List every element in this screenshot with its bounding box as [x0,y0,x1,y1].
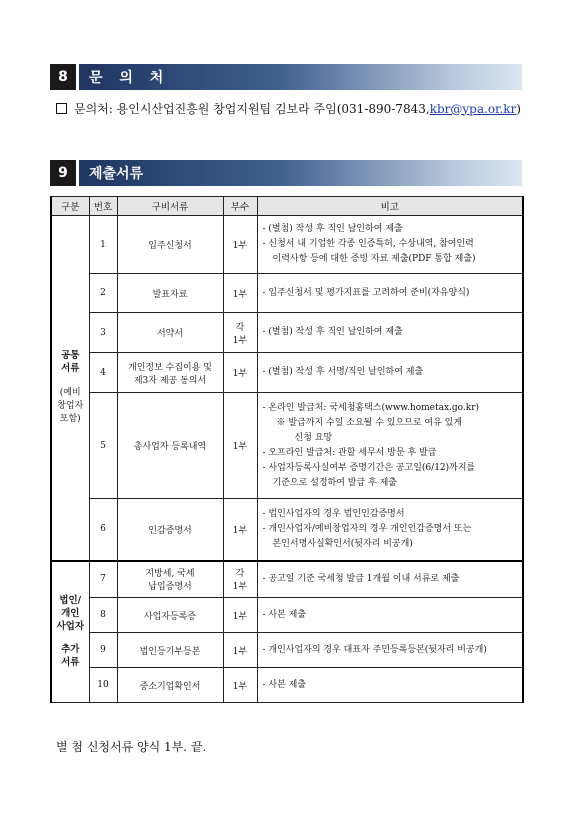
attachment-note: 별 첨 신청서류 양식 1부. 끝. [56,740,207,754]
required-documents-table [50,196,524,703]
row-remarks: - 공고일 기준 국세청 발급 1개월 이내 서류로 제출 [257,561,523,598]
group-label: 서류 [61,363,80,375]
row-document: 법인등기부등본 [117,633,223,668]
table-row [51,561,523,598]
section-9-header [50,160,522,186]
table-row [51,598,523,633]
group-sublabel: 창업자 [57,401,84,412]
row-remarks: - 사본 제출 [257,598,523,633]
row-copies: 각 1부 [223,561,257,598]
section-9-number: 9 [50,160,76,186]
row-number: 4 [89,353,117,393]
row-number: 1 [89,216,117,274]
header-document: 구비서류 [117,197,223,216]
table-row [51,633,523,668]
row-remarks: - 법인사업자의 경우 법인인감증명서 - 개인사업자/예비창업자의 경우 개인인감증명서 또는 본인서명사실확인서(뒷자리 비공개) [257,499,523,561]
group-sublabel: (예비 [59,388,81,399]
contact-prefix: 문의처: 용인시산업진흥원 창업지원팀 김보라 주임(031-890-7843, [74,102,430,116]
section-9-title: 제출서류 [79,160,522,186]
row-copies: 각 1부 [223,313,257,353]
row-number: 3 [89,313,117,353]
row-document: 입주신청서 [117,216,223,274]
row-number: 2 [89,274,117,313]
checkbox-square-icon [56,103,67,114]
row-number: 7 [89,561,117,598]
table-row [51,313,523,353]
row-remarks: - (별첨) 작성 후 서명/직인 날인하여 제출 [257,353,523,393]
group-business-additional-documents [51,561,89,703]
group-label: 추가 [61,644,80,656]
row-number: 9 [89,633,117,668]
section-8-title: 문 의 처 [79,64,522,90]
row-copies: 1부 [223,598,257,633]
table-row [51,499,523,561]
group-sublabel: 포함) [59,414,81,425]
table-row [51,668,523,703]
row-copies: 1부 [223,274,257,313]
row-document: 총사업자 등록내역 [117,393,223,499]
table-header-row [51,197,523,216]
header-remarks: 비고 [257,197,523,216]
row-copies: 1부 [223,216,257,274]
section-8-number: 8 [50,64,76,90]
header-number: 번호 [89,197,117,216]
row-remarks: - 입주신청서 및 평가지표를 고려하여 준비(자유양식) [257,274,523,313]
row-remarks: - (별첨) 작성 후 직인 날인하여 제출 [257,313,523,353]
contact-email-link[interactable]: kbr@ypa.or.kr [429,101,517,116]
row-copies: 1부 [223,393,257,499]
row-number: 10 [89,668,117,703]
table-row [51,216,523,274]
group-label: 법인/ [59,595,82,607]
section-8-header [50,64,522,90]
row-copies: 1부 [223,499,257,561]
group-label: 개인 [61,608,80,620]
row-remarks: - 개인사업자의 경우 대표자 주민등록등본(뒷자리 비공개) [257,633,523,668]
row-document: 개인정보 수집이용 및 제3자 제공 동의서 [117,353,223,393]
group-label: 사업자 [56,621,85,633]
contact-suffix: ) [516,101,521,116]
row-remarks: - 온라인 발급처: 국세청홈택스(www.hometax.go.kr) ※ 발급까지 수일 소요될 수 있으므로 여유 있게 신청 요망 - 오프라인 발급처: 관할 세무서 방문 후 발급 - 사업자등록사실여부 증명기간은 공고일(6/12)까지를 기준으로 설정하여 발급 후 제출 [257,393,523,499]
row-document: 서약서 [117,313,223,353]
table-row [51,274,523,313]
contact-info [56,100,521,117]
row-number: 5 [89,393,117,499]
row-document: 사업자등록증 [117,598,223,633]
row-document: 인감증명서 [117,499,223,561]
group-label: 공통 [61,350,80,362]
row-document: 중소기업확인서 [117,668,223,703]
row-copies: 1부 [223,353,257,393]
row-number: 6 [89,499,117,561]
row-number: 8 [89,598,117,633]
table-row [51,393,523,499]
row-copies: 1부 [223,633,257,668]
table-row [51,353,523,393]
row-document: 발표자료 [117,274,223,313]
row-document: 지방세, 국세 납입증명서 [117,561,223,598]
group-common-documents [51,216,89,561]
header-copies: 부수 [223,197,257,216]
row-remarks: - (별첨) 작성 후 직인 날인하여 제출 - 신청서 내 기업한 각종 인증특허, 수상내역, 참여인력 이력사항 등에 대한 증빙 자료 제출(PDF 통합 제출) [257,216,523,274]
group-label: 서류 [61,657,80,669]
row-copies: 1부 [223,668,257,703]
header-category: 구분 [51,197,89,216]
row-remarks: - 사본 제출 [257,668,523,703]
